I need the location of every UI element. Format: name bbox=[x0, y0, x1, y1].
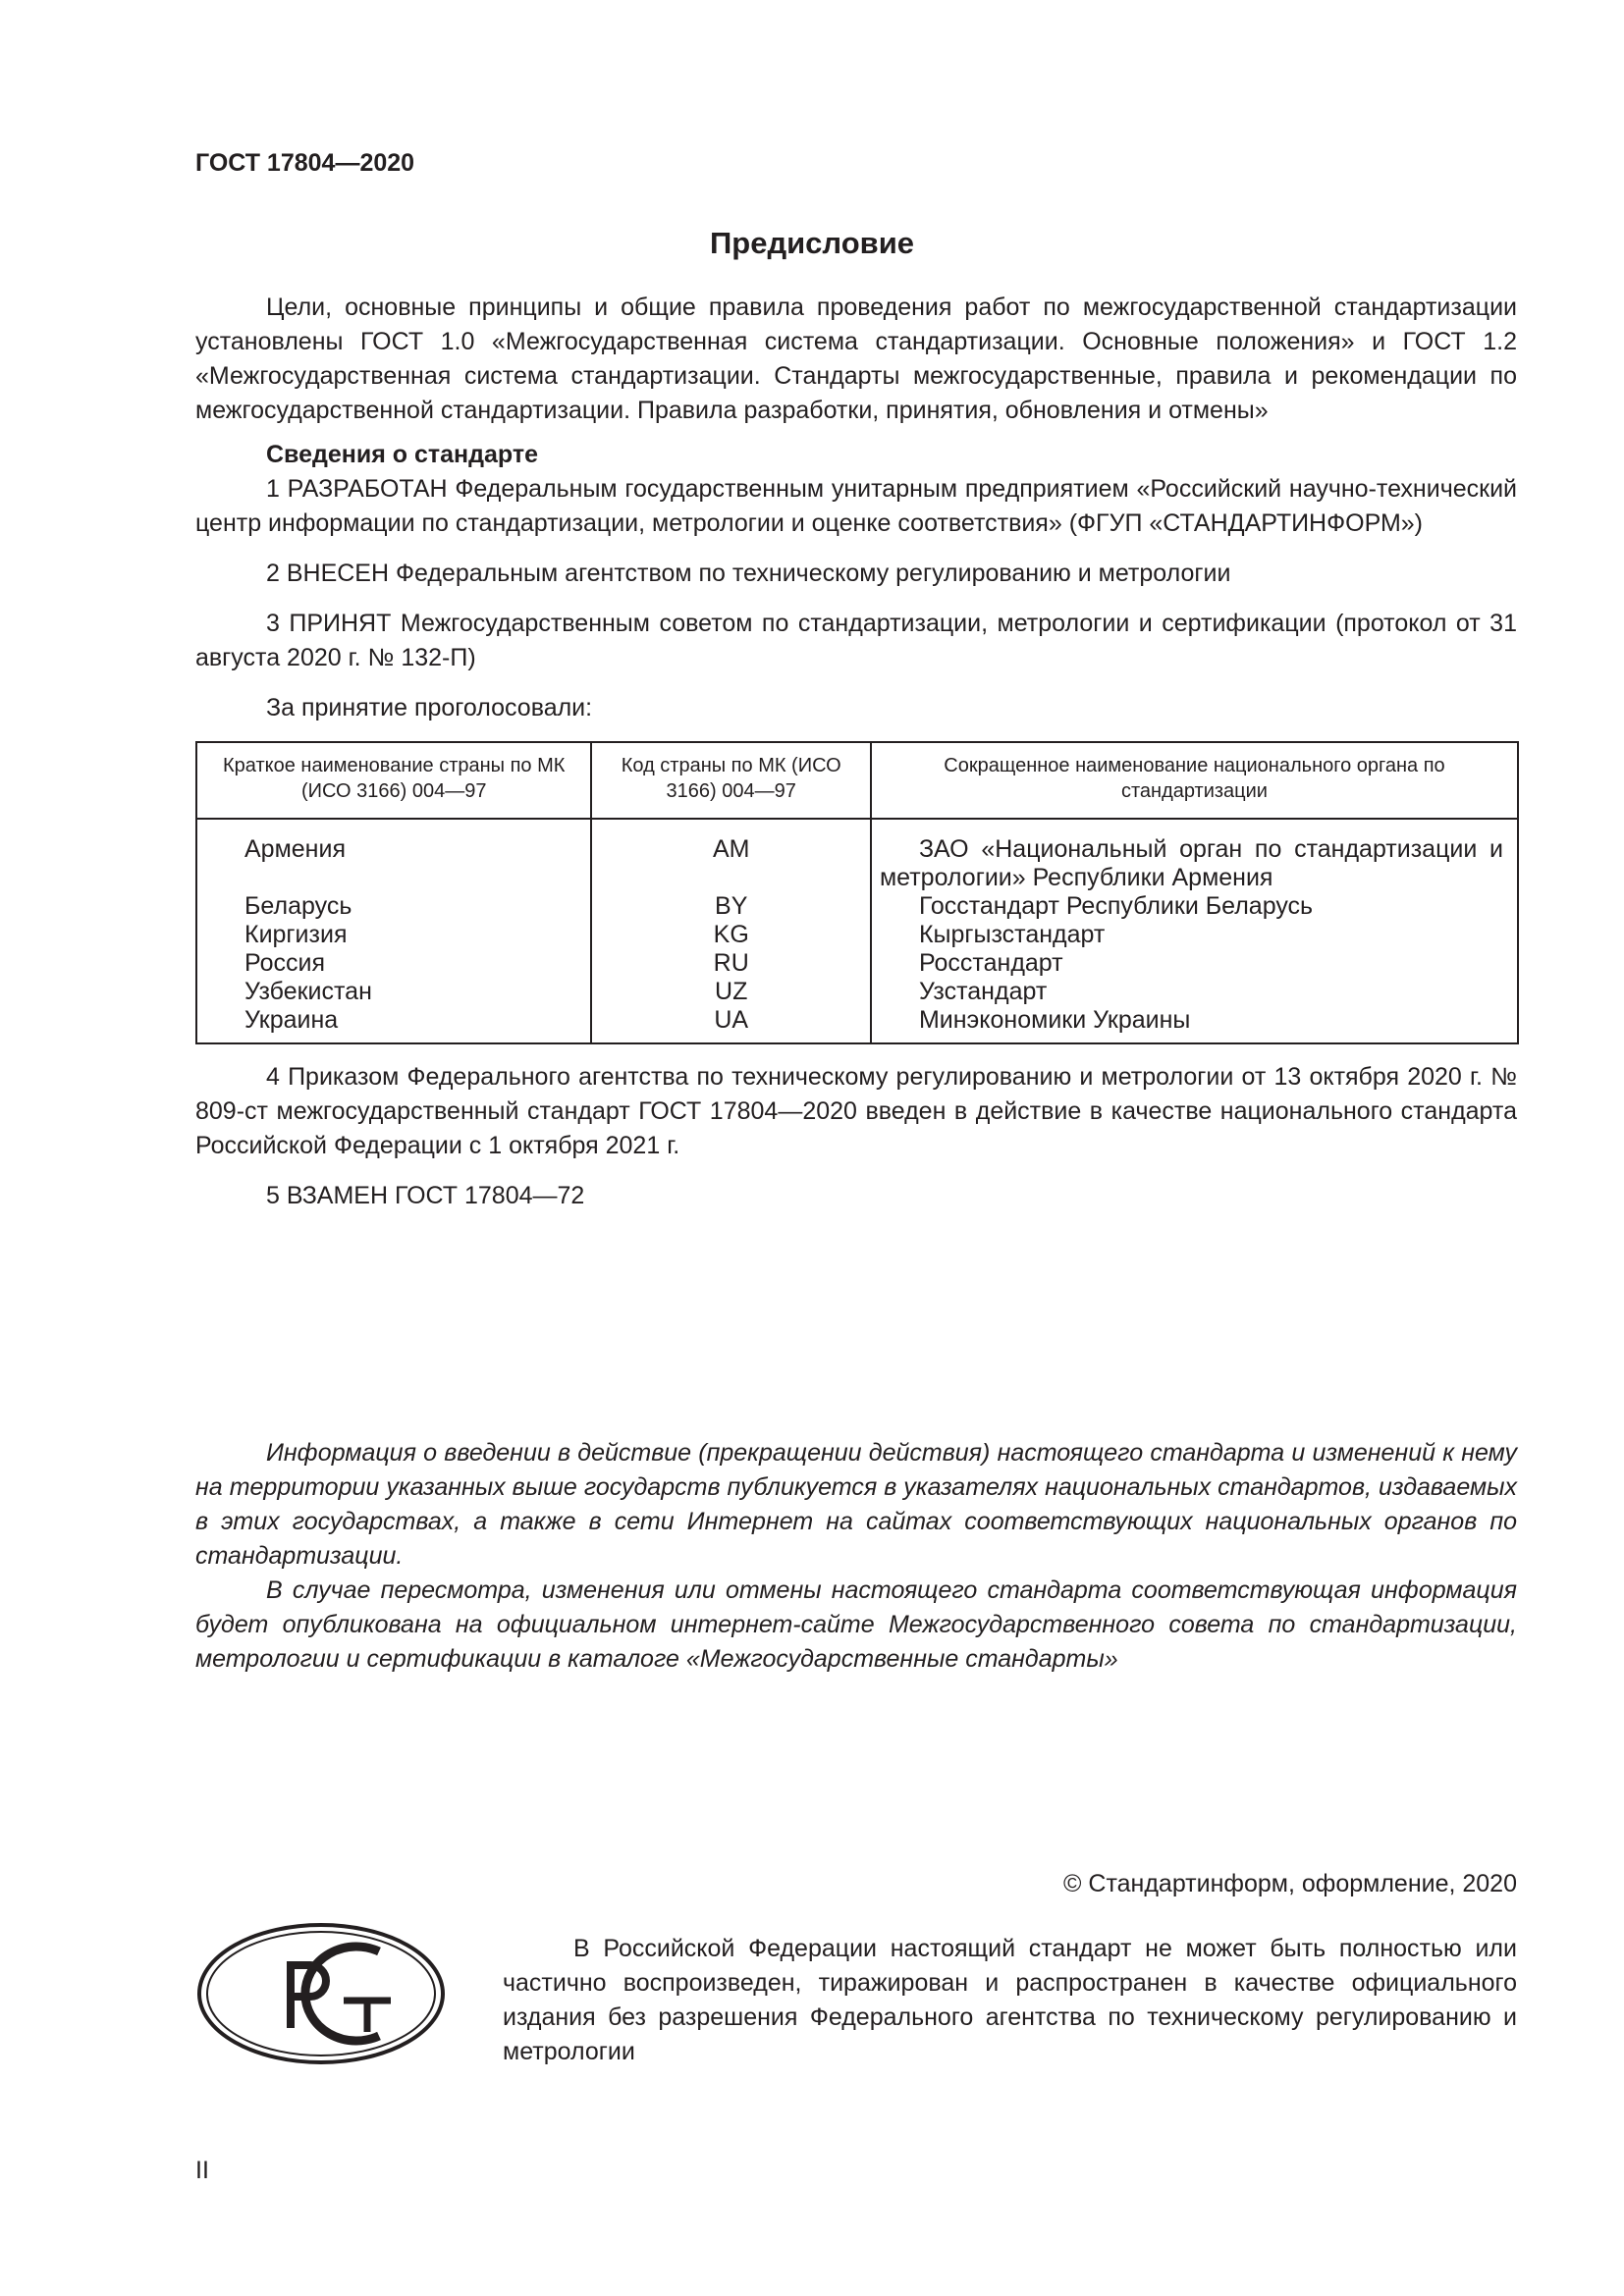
item-developed: 1 РАЗРАБОТАН Федеральным государственным унитарным предприятием «Российский научно-технический центр информации по стандартизации, метрологии и оценке соответствия» (ФГУП «СТАНДАРТИНФОРМ») bbox=[195, 475, 1517, 537]
country-code: BY bbox=[591, 892, 871, 921]
standards-body: Госстандарт Республики Беларусь bbox=[918, 892, 1314, 920]
copyright-line: © Стандартинформ, оформление, 2020 bbox=[1063, 1870, 1517, 1897]
preface-intro: Цели, основные принципы и общие правила проведения работ по межгосударственной стандартизации установлены ГОСТ 1.0 «Межгосударственная система стандартизации. Основные положения» и ГОСТ 1.2 «Межгосударственная система стандартизации. Стандарты межгосударственные, правила и рекомендации по межгосударственной стандартизации. Правила разработки, принятия, обновления и отмены» bbox=[195, 294, 1517, 424]
country-name: Армения bbox=[196, 819, 591, 892]
table-row bbox=[196, 1006, 1518, 1043]
country-code: KG bbox=[591, 921, 871, 949]
country-code: UZ bbox=[591, 978, 871, 1006]
header-country-code: Код страны по МК (ИСО 3166) 004—97 bbox=[591, 742, 871, 819]
document-code-header: ГОСТ 17804—2020 bbox=[195, 149, 415, 177]
table-row bbox=[196, 978, 1518, 1006]
voters-table bbox=[195, 741, 1519, 1044]
standards-body: Росстандарт bbox=[918, 949, 1063, 977]
item-introduced: 2 ВНЕСЕН Федеральным агентством по техническому регулированию и метрологии bbox=[266, 560, 1231, 587]
country-code: AM bbox=[591, 819, 871, 892]
item-replaces: 5 ВЗАМЕН ГОСТ 17804—72 bbox=[266, 1182, 585, 1209]
standards-body: Минэкономики Украины bbox=[918, 1006, 1191, 1034]
logo-text: РСТ bbox=[196, 1922, 198, 1923]
country-name: Беларусь bbox=[196, 892, 591, 921]
standards-body: Кыргызстандарт bbox=[918, 921, 1106, 948]
country-name: Украина bbox=[196, 1006, 591, 1043]
preface-body bbox=[195, 291, 1517, 1213]
table-row bbox=[196, 819, 1518, 892]
country-name: Киргизия bbox=[196, 921, 591, 949]
table-row bbox=[196, 921, 1518, 949]
country-code: RU bbox=[591, 949, 871, 978]
country-name: Россия bbox=[196, 949, 591, 978]
notice-paragraph-revision: В случае пересмотра, изменения или отмены настоящего стандарта соответствующая информация будет опубликована на официальном интернет-сайте Межгосударственного совета по стандартизации, метрологии и сертификации в каталоге «Межгосударственные стандарты» bbox=[195, 1576, 1517, 1673]
preface-title: Предисловие bbox=[709, 226, 914, 260]
item-adopted: 3 ПРИНЯТ Межгосударственным советом по стандартизации, метрологии и сертификации (протокол от 31 августа 2020 г. № 132-П) bbox=[195, 610, 1517, 671]
table-row bbox=[196, 949, 1518, 978]
standards-body: ЗАО «Национальный орган по стандартизации и метрологии» Республики Армения bbox=[879, 835, 1503, 891]
country-code: UA bbox=[591, 1006, 871, 1043]
table-row bbox=[196, 892, 1518, 921]
country-name: Узбекистан bbox=[196, 978, 591, 1006]
table-header-row bbox=[196, 742, 1518, 819]
standards-body: Узстандарт bbox=[918, 978, 1048, 1005]
voted-label: За принятие проголосовали: bbox=[266, 694, 593, 721]
header-standards-body: Сокращенное наименование национального органа по стандартизации bbox=[871, 742, 1518, 819]
notice-paragraph-publication: Информация о введении в действие (прекращении действия) настоящего стандарта и изменений к нему на территории указанных выше государств публикуется в указателях национальных стандартов, издаваемых в этих государствах, а также в сети Интернет на сайтах соответствующих национальных органов по стандартизации. bbox=[195, 1439, 1517, 1570]
header-country-name: Краткое наименование страны по МК (ИСО 3166) 004—97 bbox=[196, 742, 591, 819]
page-number: II bbox=[195, 2157, 209, 2184]
standard-info-heading: Сведения о стандарте bbox=[266, 441, 539, 468]
notice-block bbox=[195, 1436, 1517, 1677]
rst-certification-mark-icon bbox=[196, 1922, 446, 2065]
reproduction-rights-notice: В Российской Федерации настоящий стандарт не может быть полностью или частично воспроизведен, тиражирован и распространен в качестве официального издания без разрешения Федерального агентства по техническому регулированию и метрологии bbox=[503, 1935, 1517, 2065]
item-enacted: 4 Приказом Федерального агентства по техническому регулированию и метрологии от 13 октября 2020 г. № 809-ст межгосударственный стандарт ГОСТ 17804—2020 введен в действие в качестве национального стандарта Российской Федерации с 1 октября 2021 г. bbox=[195, 1063, 1517, 1159]
